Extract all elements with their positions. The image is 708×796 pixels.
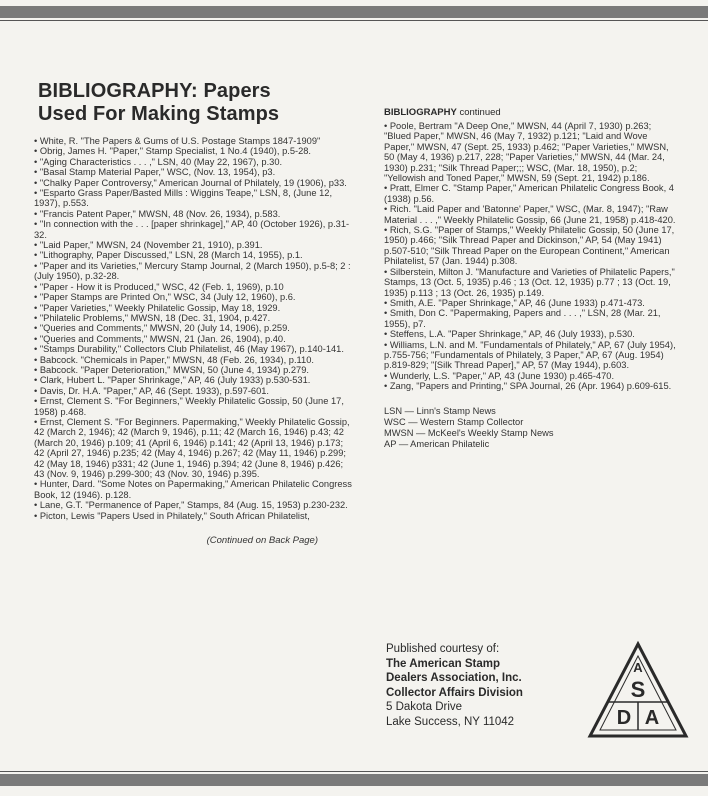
abbreviation-item: MWSN — McKeel's Weekly Stamp News bbox=[384, 427, 554, 438]
list-item: • Smith, A.E. "Paper Shrinkage," AP, 46 (June 1933) p.471-473. bbox=[384, 298, 680, 308]
list-item: • Lane, G.T. "Permanence of Paper," Stamps, 84 (Aug. 15, 1953) p.230-232. bbox=[34, 500, 354, 510]
list-item: • Pratt, Elmer C. "Stamp Paper," American Philatelic Congress Book, 4 (1938) p.56. bbox=[384, 183, 680, 204]
division-name: Collector Affairs Division bbox=[386, 686, 523, 699]
list-item: • Clark, Hubert L. "Paper Shrinkage," AP, 46 (July 1933) p.530-531. bbox=[34, 375, 354, 385]
publisher-name-line-1: The American Stamp bbox=[386, 657, 500, 670]
abbreviation-item: LSN — Linn's Stamp News bbox=[384, 405, 496, 416]
publisher-credit bbox=[386, 642, 586, 729]
continued-note: (Continued on Back Page) bbox=[206, 535, 318, 547]
list-item: • "Stamps Durability," Collectors Club Philatelist, 46 (May 1967), p.140-141. bbox=[34, 344, 354, 354]
left-column bbox=[34, 80, 354, 546]
address-city: Lake Success, NY 11042 bbox=[386, 715, 515, 728]
logo-letter: S bbox=[630, 677, 646, 702]
title-line-1: BIBLIOGRAPHY: Papers bbox=[38, 80, 271, 102]
list-item: • "Paper and its Varieties," Mercury Stamp Journal, 2 (March 1950), p.5-8; 2 : (July 1950), p.32-28. bbox=[34, 261, 354, 282]
list-item: • Babcock. "Paper Deterioration," MWSN, 50 (June 4, 1934) p.279. bbox=[34, 365, 354, 375]
logo-letter: A bbox=[644, 707, 660, 729]
list-item: • "Lithography, Paper Discussed," LSN, 28 (March 14, 1955), p.1. bbox=[34, 250, 354, 260]
list-item: • Poole, Bertram "A Deep One," MWSN, 44 (April 7, 1930) p.263; "Blued Paper," MWSN, 46 (May 7, 1932) p.121; "Laid and Wove Paper," MWSN, 47 (Sept. 25, 1933) p.462; "Paper Varieties," MWSN, 50 (May 4, 1936) p.217, 228; "Paper Varieties," MWSN, 44 (Mar. 24, 1930) p.231; "Silk Thread Paper;;; WSC, (Mar. 18, 1950), p.2; "Yellowish and Toned Paper," MWSN, 59 (Sept. 21, 1942) p.186. bbox=[384, 121, 680, 183]
list-item: • Obrig, James H. "Paper," Stamp Specialist, 1 No.4 (1940), p.5-28. bbox=[34, 146, 354, 156]
list-item: • Babcock. "Chemicals in Paper," MWSN, 48 (Feb. 26, 1934), p.110. bbox=[34, 355, 354, 365]
list-item: • "Queries and Comments," MWSN, 20 (July 14, 1906), p.259. bbox=[34, 323, 354, 333]
list-item: • Zang, "Papers and Printing," SPA Journal, 26 (Apr. 1964) p.609-615. bbox=[384, 381, 680, 391]
list-item: • Rich. "Laid Paper and 'Batonne' Paper," WSC, (Mar. 8, 1947); "Raw Material . . . ," Weekly Philatelic Gossip, 66 (June 21, 1958) p.418-420. bbox=[384, 204, 680, 225]
list-item: • Ernst, Clement S. "For Beginners," Weekly Philatelic Gossip, 50 (June 17, 1958) p.468. bbox=[34, 396, 354, 417]
list-item: • Steffens, L.A. "Paper Shrinkage," AP, 46 (July 1933), p.530. bbox=[384, 329, 680, 339]
credit-line: Published courtesy of: bbox=[386, 643, 500, 655]
list-item: • Ernst, Clement S. "For Beginners. Papermaking," Weekly Philatelic Gossip, 42 (March 2, 1946); 42 (March 9, 1946), p.11; 42 (March 16, 1946) p.43; 42 (March 20, 1946) p.109; 41 (April 6, 1946) p.141; 42 (April 13, 1946) p.173; 42 (April 27, 1946) p.235; 42 (May 4, 1946) p.267; 42 (May 11, 1946) p.299; 42 (May 18, 1946) p331; 42 (June 1, 1946) p.394; 42 (June 8, 1946) p.426; 43 (Nov. 9, 1946) p.299-300; 43 (Nov. 30, 1946) p.395. bbox=[34, 417, 354, 479]
title-line-2: Used For Making Stamps bbox=[38, 103, 280, 125]
list-item: • "Francis Patent Paper," MWSN, 48 (Nov. 26, 1934), p.583. bbox=[34, 209, 354, 219]
list-item: • "In connection with the . . . [paper shrinkage]," AP, 40 (October 1926), p.31-32. bbox=[34, 219, 354, 240]
list-item: • "Laid Paper," MWSN, 24 (November 21, 1910), p.391. bbox=[34, 240, 354, 250]
abbreviation-key bbox=[384, 406, 680, 450]
list-item: • White, R. "The Papers & Gums of U.S. Postage Stamps 1847-1909" bbox=[34, 136, 354, 146]
logo-letter: D bbox=[616, 707, 632, 729]
list-item: • "Paper Stamps are Printed On," WSC, 34 (July 12, 1960), p.6. bbox=[34, 292, 354, 302]
abbreviation-item: WSC — Western Stamp Collector bbox=[384, 416, 524, 427]
list-item: • Davis, Dr. H.A. "Paper," AP, 46 (Sept. 1933), p.597-601. bbox=[34, 386, 354, 396]
continued-heading-rest: continued bbox=[456, 107, 501, 118]
page-title bbox=[38, 80, 354, 126]
list-item: • "Paper - How it is Produced," WSC, 42 (Feb. 1, 1969), p.10 bbox=[34, 282, 354, 292]
list-item: • Silberstein, Milton J. "Manufacture and Varieties of Philatelic Papers," Stamps, 13 (Oct. 5, 1935) p.46 ; 13 (Oct. 12, 1935) p.77 ; 13 (Oct. 19, 1935) p.113 ; 13 (Oct. 26, 1935) p.149. bbox=[384, 267, 680, 298]
bottom-rule bbox=[0, 774, 708, 786]
list-item: • Williams, L.N. and M. "Fundamentals of Philately," AP, 67 (July 1954), p.755-756; "Fundamentals of Philately, 3 Paper," AP, 67 (Aug. 1954) p.819-829; "[Silk Thread Paper]," AP, 57 (May 1944), p.603. bbox=[384, 340, 680, 371]
bibliography-list-left bbox=[34, 136, 354, 521]
list-item: • "Philatelic Problems," MWSN, 18 (Dec. 31, 1904, p.427. bbox=[34, 313, 354, 323]
list-item: • "Chalky Paper Controversy," American Journal of Philately, 19 (1906), p33. bbox=[34, 178, 354, 188]
list-item: • "Basal Stamp Material Paper," WSC, (Nov. 13, 1954), p3. bbox=[34, 167, 354, 177]
list-item: • "Paper Varieties," Weekly Philatelic Gossip, May 18, 1929. bbox=[34, 303, 354, 313]
abbreviation-item: AP — American Philatelic bbox=[384, 438, 490, 449]
list-item: • "Aging Characteristics . . . ," LSN, 40 (May 22, 1967), p.30. bbox=[34, 157, 354, 167]
list-item: • Picton, Lewis "Papers Used in Philately," South African Philatelist, bbox=[34, 511, 354, 521]
list-item: • "Esparto Grass Paper/Basted Mills : Wiggins Teape," LSN, 8, (June 12, 1937), p.553. bbox=[34, 188, 354, 209]
address-street: 5 Dakota Drive bbox=[386, 701, 463, 713]
right-column bbox=[384, 107, 680, 450]
bibliography-list-right bbox=[384, 121, 680, 392]
continued-heading bbox=[384, 107, 680, 118]
asda-logo-icon bbox=[586, 640, 690, 740]
list-item: • "Queries and Comments," MWSN, 21 (Jan. 26, 1904), p.40. bbox=[34, 334, 354, 344]
top-rule bbox=[0, 6, 708, 18]
continued-heading-bold: BIBLIOGRAPHY bbox=[384, 107, 457, 118]
publisher-name-line-2: Dealers Association, Inc. bbox=[386, 672, 522, 684]
list-item: • Smith, Don C. "Papermaking, Papers and . . . ," LSN, 28 (Mar. 21, 1955), p7. bbox=[384, 308, 680, 329]
list-item: • Wunderly, L.S. "Paper," AP, 43 (June 1930) p.465-470. bbox=[384, 371, 680, 381]
logo-letter: A bbox=[633, 660, 643, 675]
list-item: • Hunter, Dard. "Some Notes on Papermaking," American Philatelic Congress Book, 12 (1946). p.128. bbox=[34, 479, 354, 500]
list-item: • Rich, S.G. "Paper of Stamps," Weekly Philatelic Gossip, 50 (June 17, 1950) p.466; "Silk Thread Paper and Dickinson," AP, 54 (May 1941) p.507-510; "Silk Thread Paper on the European Continent," American Philatelist, 57 (Jan. 1944) p.308. bbox=[384, 225, 680, 267]
